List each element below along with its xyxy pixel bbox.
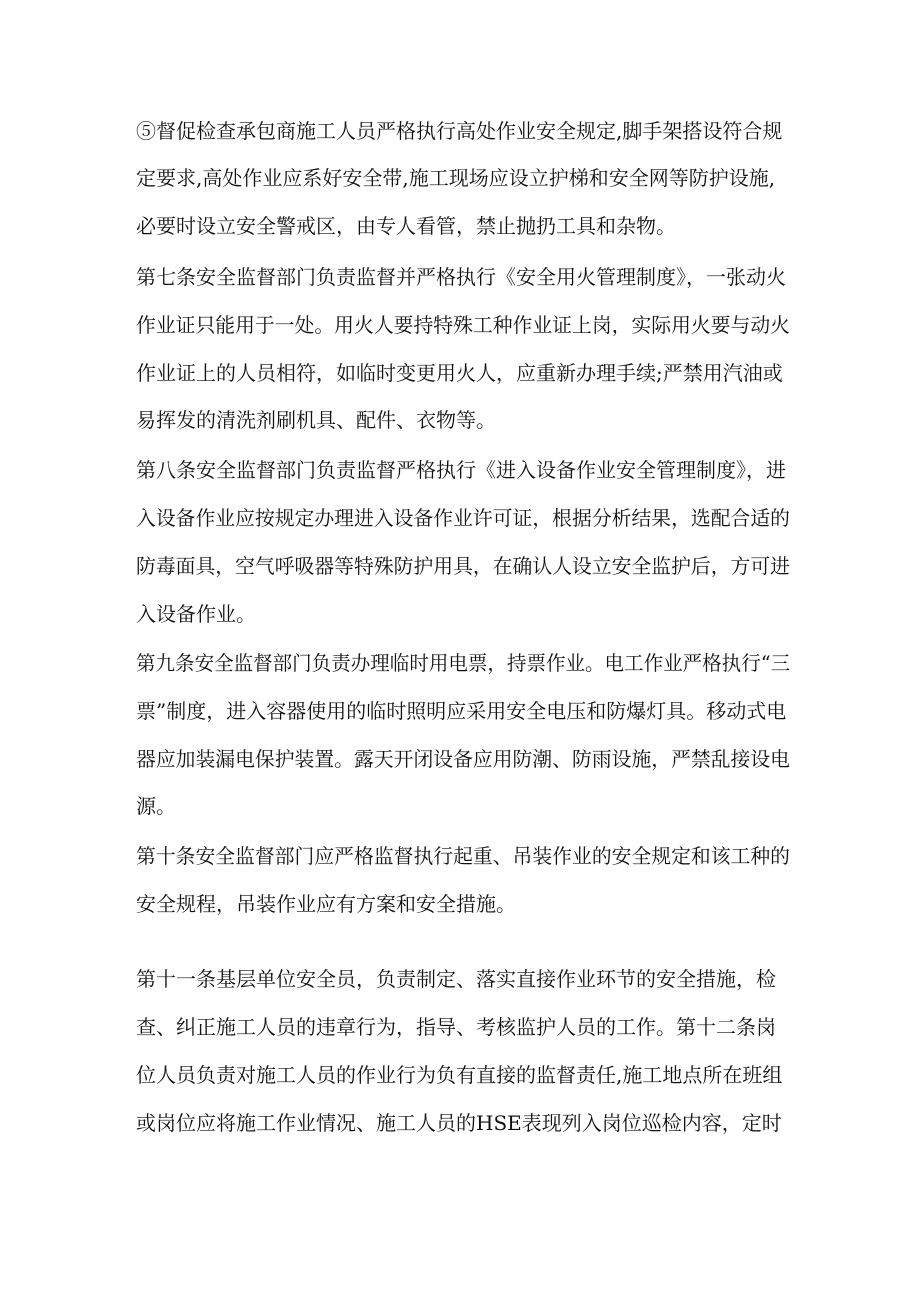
text-line-content: 入设备作业应按规定办理进入设备作业许可证，根据分析结果，选配合适的 <box>136 506 790 530</box>
text-line <box>136 834 790 878</box>
text-line-content: 第九条安全监督部门负责办理临时用电票，持票作业。电工作业严格执行“三 <box>136 651 791 675</box>
text-line-content: ⑤督促检查承包商施工人员严格执行高处作业安全规定,脚手架搭设符合规 <box>136 119 783 143</box>
text-line <box>136 448 790 492</box>
text-line <box>136 737 790 781</box>
text-line-content: 易挥发的清洗剂刷机具、配件、衣物等。 <box>136 408 496 432</box>
text-line-content: 第七条安全监督部门负责监督并严格执行《安全用火管理制度》，一张动火 <box>136 265 786 289</box>
text-line-content: 位人员负责对施工人员的作业行为负有直接的监督责任,施工地点所在班组 <box>136 1063 783 1087</box>
text-line <box>136 689 790 733</box>
text-line <box>136 255 790 299</box>
text-line <box>136 784 790 828</box>
text-line <box>136 398 790 442</box>
text-line <box>136 1053 790 1097</box>
text-line-content: 作业证只能用于一处。用火人要持特殊工种作业证上岗，实际用火要与动火 <box>136 313 790 337</box>
text-line-content: 或岗位应将施工作业情况、施工人员的HSE表现列入岗位巡检内容，定时 <box>136 1111 782 1135</box>
text-line <box>136 109 790 153</box>
text-line-content: 第八条安全监督部门负责监督严格执行《进入设备作业安全管理制度》，进 <box>136 458 786 482</box>
text-line <box>136 303 790 347</box>
text-line <box>136 957 790 1001</box>
text-line <box>136 1101 790 1145</box>
text-line <box>136 1005 790 1049</box>
text-line-content: 入设备作业。 <box>136 602 256 626</box>
text-line-content: 定要求,高处作业应系好安全带,施工现场应设立护梯和安全网等防护设施, <box>136 166 776 190</box>
text-line-content: 源。 <box>136 794 176 818</box>
text-line <box>136 641 790 685</box>
text-line-content: 器应加装漏电保护装置。露天开闭设备应用防潮、防雨设施，严禁乱接设电 <box>136 747 790 771</box>
text-line <box>136 882 790 926</box>
text-line <box>136 496 790 540</box>
text-line-content: 防毒面具，空气呼吸器等特殊防护用具，在确认人设立安全监护后，方可进 <box>136 554 790 578</box>
text-line-content: 查、纠正施工人员的违章行为，指导、考核监护人员的工作。第十二条岗 <box>136 1015 776 1039</box>
text-line-content: 第十一条基层单位安全员，负责制定、落实直接作业环节的安全措施，检 <box>136 967 776 991</box>
text-line-content: 必要时设立安全警戒区，由专人看管，禁止抛扔工具和杂物。 <box>136 214 676 238</box>
text-line-content: 第十条安全监督部门应严格监督执行起重、吊装作业的安全规定和该工种的 <box>136 844 790 868</box>
text-line-content: 作业证上的人员相符，如临时变更用火人，应重新办理手续;严禁用汽油或 <box>136 361 783 385</box>
text-line <box>136 156 790 200</box>
text-line-content: 安全规程，吊装作业应有方案和安全措施。 <box>136 892 516 916</box>
text-line <box>136 592 790 636</box>
text-line <box>136 351 790 395</box>
text-line <box>136 544 790 588</box>
text-line <box>136 204 790 248</box>
text-line-content: 票”制度，进入容器使用的临时照明应采用安全电压和防爆灯具。移动式电 <box>136 699 787 723</box>
